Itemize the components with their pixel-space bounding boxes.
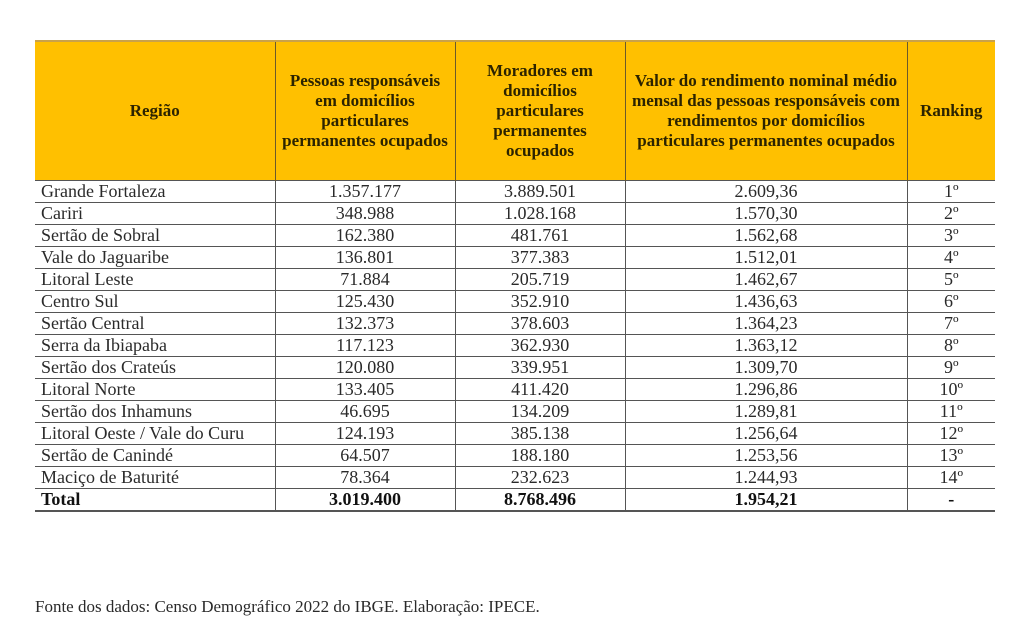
- table-row: [35, 181, 995, 203]
- total-cell-regiao: Total: [35, 489, 275, 512]
- cell-pessoas: 348.988: [275, 203, 455, 225]
- cell-rendimento: 1.570,30: [625, 203, 907, 225]
- cell-moradores: 134.209: [455, 401, 625, 423]
- table-row: [35, 335, 995, 357]
- cell-regiao: Litoral Oeste / Vale do Curu: [35, 423, 275, 445]
- cell-regiao: Sertão de Canindé: [35, 445, 275, 467]
- cell-ranking: 3º: [907, 225, 995, 247]
- cell-rendimento: 1.364,23: [625, 313, 907, 335]
- cell-moradores: 362.930: [455, 335, 625, 357]
- cell-regiao: Litoral Leste: [35, 269, 275, 291]
- total-cell-rendimento: 1.954,21: [625, 489, 907, 512]
- cell-ranking: 8º: [907, 335, 995, 357]
- cell-rendimento: 1.256,64: [625, 423, 907, 445]
- cell-pessoas: 78.364: [275, 467, 455, 489]
- table-row: [35, 313, 995, 335]
- cell-rendimento: 1.436,63: [625, 291, 907, 313]
- table-row: [35, 357, 995, 379]
- cell-ranking: 5º: [907, 269, 995, 291]
- table-row: [35, 291, 995, 313]
- cell-regiao: Serra da Ibiapaba: [35, 335, 275, 357]
- cell-regiao: Cariri: [35, 203, 275, 225]
- cell-ranking: 11º: [907, 401, 995, 423]
- cell-pessoas: 71.884: [275, 269, 455, 291]
- cell-rendimento: 2.609,36: [625, 181, 907, 203]
- total-cell-pessoas: 3.019.400: [275, 489, 455, 512]
- cell-moradores: 385.138: [455, 423, 625, 445]
- total-row: [35, 489, 995, 512]
- table-row: [35, 247, 995, 269]
- cell-pessoas: 133.405: [275, 379, 455, 401]
- cell-pessoas: 117.123: [275, 335, 455, 357]
- cell-ranking: 7º: [907, 313, 995, 335]
- cell-moradores: 481.761: [455, 225, 625, 247]
- cell-pessoas: 120.080: [275, 357, 455, 379]
- header-regiao: Região: [35, 41, 275, 181]
- cell-pessoas: 46.695: [275, 401, 455, 423]
- header-rendimento-medio: Valor do rendimento nominal médio mensal das pessoas responsáveis com rendimentos por domicílios particulares permanentes ocupados: [625, 41, 907, 181]
- cell-ranking: 2º: [907, 203, 995, 225]
- cell-pessoas: 1.357.177: [275, 181, 455, 203]
- cell-regiao: Grande Fortaleza: [35, 181, 275, 203]
- cell-moradores: 3.889.501: [455, 181, 625, 203]
- cell-regiao: Centro Sul: [35, 291, 275, 313]
- cell-rendimento: 1.462,67: [625, 269, 907, 291]
- cell-ranking: 12º: [907, 423, 995, 445]
- cell-moradores: 1.028.168: [455, 203, 625, 225]
- table-row: [35, 445, 995, 467]
- cell-regiao: Sertão dos Inhamuns: [35, 401, 275, 423]
- table-row: [35, 423, 995, 445]
- cell-rendimento: 1.244,93: [625, 467, 907, 489]
- cell-moradores: 339.951: [455, 357, 625, 379]
- table-row: [35, 467, 995, 489]
- cell-rendimento: 1.296,86: [625, 379, 907, 401]
- cell-rendimento: 1.253,56: [625, 445, 907, 467]
- cell-regiao: Litoral Norte: [35, 379, 275, 401]
- header-ranking: Ranking: [907, 41, 995, 181]
- cell-ranking: 4º: [907, 247, 995, 269]
- cell-regiao: Sertão de Sobral: [35, 225, 275, 247]
- cell-moradores: 188.180: [455, 445, 625, 467]
- cell-ranking: 14º: [907, 467, 995, 489]
- cell-moradores: 205.719: [455, 269, 625, 291]
- cell-regiao: Vale do Jaguaribe: [35, 247, 275, 269]
- cell-ranking: 1º: [907, 181, 995, 203]
- cell-regiao: Sertão Central: [35, 313, 275, 335]
- cell-rendimento: 1.309,70: [625, 357, 907, 379]
- cell-moradores: 352.910: [455, 291, 625, 313]
- cell-pessoas: 132.373: [275, 313, 455, 335]
- data-table-container: [35, 40, 995, 512]
- cell-ranking: 10º: [907, 379, 995, 401]
- table-header-row: [35, 41, 995, 181]
- cell-regiao: Maciço de Baturité: [35, 467, 275, 489]
- table-row: [35, 269, 995, 291]
- source-footnote: Fonte dos dados: Censo Demográfico 2022 do IBGE. Elaboração: IPECE.: [35, 597, 540, 616]
- cell-ranking: 13º: [907, 445, 995, 467]
- table-body: [35, 181, 995, 512]
- table-row: [35, 379, 995, 401]
- header-pessoas-responsaveis: Pessoas responsáveis em domicílios particulares permanentes ocupados: [275, 41, 455, 181]
- cell-pessoas: 64.507: [275, 445, 455, 467]
- income-by-region-table: [35, 40, 995, 512]
- total-cell-moradores: 8.768.496: [455, 489, 625, 512]
- cell-pessoas: 136.801: [275, 247, 455, 269]
- total-cell-ranking: -: [907, 489, 995, 512]
- cell-rendimento: 1.363,12: [625, 335, 907, 357]
- header-moradores: Moradores em domicílios particulares permanentes ocupados: [455, 41, 625, 181]
- cell-ranking: 9º: [907, 357, 995, 379]
- cell-moradores: 411.420: [455, 379, 625, 401]
- table-row: [35, 401, 995, 423]
- table-row: [35, 203, 995, 225]
- cell-pessoas: 124.193: [275, 423, 455, 445]
- cell-rendimento: 1.562,68: [625, 225, 907, 247]
- cell-rendimento: 1.289,81: [625, 401, 907, 423]
- cell-rendimento: 1.512,01: [625, 247, 907, 269]
- cell-moradores: 377.383: [455, 247, 625, 269]
- cell-moradores: 232.623: [455, 467, 625, 489]
- table-row: [35, 225, 995, 247]
- cell-pessoas: 125.430: [275, 291, 455, 313]
- cell-ranking: 6º: [907, 291, 995, 313]
- cell-moradores: 378.603: [455, 313, 625, 335]
- cell-regiao: Sertão dos Crateús: [35, 357, 275, 379]
- cell-pessoas: 162.380: [275, 225, 455, 247]
